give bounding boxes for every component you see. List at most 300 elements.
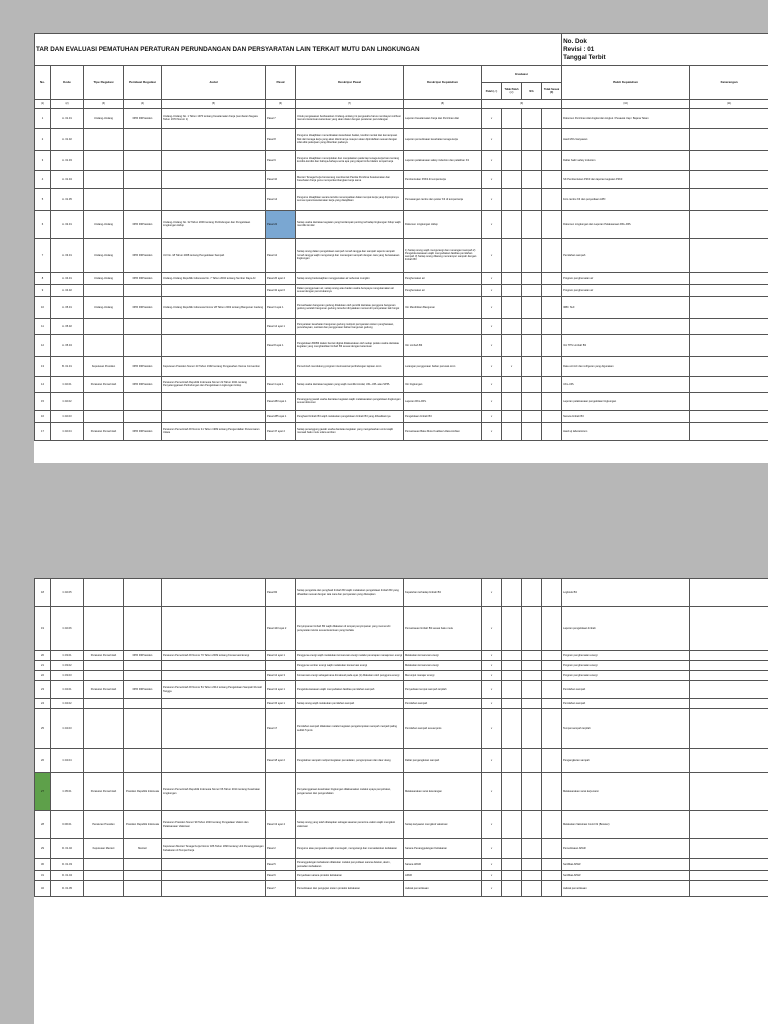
row-title (162, 709, 266, 749)
row-compliance-description: Laporan pemeriksaan kesehatan tenaga kerja (404, 128, 482, 150)
row-number: 1 (35, 108, 51, 128)
row-compliance-description: Sarana APAR (404, 859, 482, 871)
row-not-compliant (502, 607, 522, 651)
row-title (162, 318, 266, 334)
row-number: 15 (35, 392, 51, 410)
table-row (35, 881, 768, 897)
row-remarks (690, 170, 768, 188)
row-nonconforming (542, 671, 562, 681)
row-evidence: Program penghematan energi (562, 671, 690, 681)
row-title: UU No. 18 Tahun 2008 tentang Pengelolaan Sampah (162, 238, 266, 272)
row-not-applicable (522, 579, 542, 607)
row-remarks (690, 376, 768, 392)
row-not-compliant (502, 272, 522, 284)
row-nonconforming (542, 699, 562, 709)
row-compliance-description: Pemasangan rambu dan poster K3 di tempat kerja (404, 188, 482, 210)
row-evidence: Laporan pengelolaan limbah (562, 607, 690, 651)
row-regulation-type (84, 150, 124, 170)
header-na: N/A (522, 83, 542, 100)
row-nonconforming (542, 318, 562, 334)
row-not-applicable (522, 356, 542, 376)
row-article: Pasal 22 (266, 210, 296, 238)
row-not-compliant (502, 210, 522, 238)
row-not-applicable (522, 170, 542, 188)
header-no: No. (35, 66, 51, 100)
row-title (162, 128, 266, 150)
row-title: Peraturan Pemerintah RI Nomor 41 Tahun 1999 tentang Pengendalian Pencemaran Udara (162, 422, 266, 440)
rows-page-1 (35, 108, 768, 440)
row-not-applicable (522, 661, 542, 671)
row-article-description: Setiap orang berkewajiban menggunakan air sehemat mungkin (296, 272, 404, 284)
row-regulator (124, 392, 162, 410)
row-regulator (124, 579, 162, 607)
table-row (35, 671, 768, 681)
row-regulator: Presiden Republik Indonesia (124, 811, 162, 839)
row-remarks (690, 749, 768, 773)
row-compliant: v (482, 238, 502, 272)
row-regulator (124, 170, 162, 188)
compliance-table-page-2 (34, 578, 768, 897)
row-not-applicable (522, 749, 542, 773)
sheet-page-2 (34, 578, 768, 1024)
row-title: Peraturan Pemerintah Republik Indonesia Nomor 22 Tahun 2021 tentang Penyelenggaraan Perlindungan dan Pengelolaan Lingkungan Hidup (162, 376, 266, 392)
row-not-applicable (522, 699, 542, 709)
row-code: A. 05.02 (51, 318, 84, 334)
row-evidence: Neraca limbah B3 (562, 410, 690, 422)
row-number: 30 (35, 859, 51, 871)
row-nonconforming (542, 210, 562, 238)
table-row (35, 392, 768, 410)
row-remarks (690, 210, 768, 238)
row-not-applicable (522, 108, 542, 128)
document-meta (562, 34, 768, 66)
row-regulation-type (84, 671, 124, 681)
row-regulation-type: Peraturan Pemerintah (84, 681, 124, 699)
row-not-applicable (522, 128, 542, 150)
row-number: 22 (35, 671, 51, 681)
table-row (35, 839, 768, 859)
row-article: Pasal 12 (266, 238, 296, 272)
row-article-description: Penyimpanan limbah B3 wajib dilakukan di tempat penyimpanan yang memenuhi persyaratan teknis sesuai ketentuan yang berlaku (296, 607, 404, 651)
row-title (162, 188, 266, 210)
row-compliance-description: Daftar pengangkutan sampah (404, 749, 482, 773)
row-remarks (690, 422, 768, 440)
row-evidence: Pengangkutan sampah (562, 749, 690, 773)
row-compliant: v (482, 128, 502, 150)
row-regulation-type (84, 871, 124, 881)
row-regulation-type: Undang-Undang (84, 296, 124, 318)
row-regulator: DPR RI/Presiden (124, 108, 162, 128)
row-article-description: Pemeriksaan dan pengujian sistem proteksi kebakaran (296, 881, 404, 897)
row-nonconforming (542, 811, 562, 839)
row-compliant: v (482, 356, 502, 376)
row-title: Peraturan Pemerintah RI Nomor 70 Tahun 2009 tentang Konservasi Energi (162, 651, 266, 661)
row-article: Pasal 12 ayat 3 (266, 671, 296, 681)
row-regulation-type (84, 334, 124, 356)
row-compliance-description: Izin Limbah B3 (404, 334, 482, 356)
row-number: 13 (35, 356, 51, 376)
row-number: 9 (35, 284, 51, 296)
row-article-description: Menteri Tenaga Kerja berwenang membentuk Panitia Pembina Keselamatan dan Kesehatan Kerja guna memperkembangkan kerja sama (296, 170, 404, 188)
row-regulation-type (84, 709, 124, 749)
row-evidence: Pemilahan sampah (562, 699, 690, 709)
row-number: 6 (35, 210, 51, 238)
row-code: C.03.03 (51, 671, 84, 681)
row-not-compliant (502, 410, 522, 422)
header-deskripsi-kepatuhan: Deskripsi Kepatuhan (404, 66, 482, 100)
row-number: 4 (35, 170, 51, 188)
row-number: 17 (35, 422, 51, 440)
row-regulator: Menteri (124, 839, 162, 859)
row-regulation-type (84, 410, 124, 422)
row-evidence: UKL-UPL (562, 376, 690, 392)
table-row (35, 238, 768, 272)
row-compliance-description: APAR (404, 871, 482, 881)
row-evidence: Sertifikat APAR (562, 871, 690, 881)
row-regulation-type (84, 881, 124, 897)
header-patuh: Patuh (✓) (482, 83, 502, 100)
header-pasal: Pasal (266, 66, 296, 100)
row-evidence: Tempat sampah terpilah (562, 709, 690, 749)
row-article-description: Setiap pengelola dan penghasil limbah B3 wajib melakukan pengelolaan limbah B3 yang dihasilkan sesuai dengan tata cara dan persyaratan yang ditetapkan (296, 579, 404, 607)
table-row (35, 749, 768, 773)
row-nonconforming (542, 749, 562, 773)
row-code: D. 01.05 (51, 881, 84, 897)
row-code: D. 01.03 (51, 859, 84, 871)
row-evidence: Laporan pelaksanaan pengelolaan lingkungan (562, 392, 690, 410)
row-title (162, 170, 266, 188)
row-compliance-description: Kepatuhan terhadap limbah B3 (404, 579, 482, 607)
row-article: Pasal 283 ayat 1 (266, 392, 296, 410)
row-regulation-type: Keputusan Presiden (84, 356, 124, 376)
row-regulation-type (84, 579, 124, 607)
row-article: Pasal 12 ayat 1 (266, 651, 296, 661)
row-article: Pasal 17 (266, 709, 296, 749)
row-compliant: v (482, 318, 502, 334)
row-not-applicable (522, 422, 542, 440)
col-number: (4) (124, 100, 162, 108)
row-article-description: Pemerintah mendukung program internasional perlindungan lapisan ozon (296, 356, 404, 376)
row-not-applicable (522, 296, 542, 318)
row-title (162, 334, 266, 356)
row-evidence: IMB / SLF (562, 296, 690, 318)
row-nonconforming (542, 296, 562, 318)
table-row (35, 410, 768, 422)
col-number: (7) (296, 100, 404, 108)
row-compliance-description: Pembentukan P2K3 di tempat kerja (404, 170, 482, 188)
row-nonconforming (542, 284, 562, 296)
row-nonconforming (542, 839, 562, 859)
row-article: Pasal 10 (266, 170, 296, 188)
row-regulation-type (84, 128, 124, 150)
row-compliance-description: Izin Mendirikan Bangunan (404, 296, 482, 318)
row-title (162, 671, 266, 681)
row-code: C.02.05 (51, 579, 84, 607)
row-article-description: Untuk pengawasan berdasarkan Undang-undang ini pengusaha harus membayar retribusi menurut ketentuan-ketentuan yang akan diatur dengan peraturan perundangan (296, 108, 404, 128)
row-compliant: v (482, 272, 502, 284)
row-regulator: DPR RI/Presiden (124, 296, 162, 318)
row-remarks (690, 334, 768, 356)
row-compliance-description: Menunjuk manajer energi (404, 671, 482, 681)
row-code: C.02.04 (51, 422, 84, 440)
row-title (162, 661, 266, 671)
header-tipe: Tipe Regulasi (84, 66, 124, 100)
row-compliant: v (482, 334, 502, 356)
row-title (162, 607, 266, 651)
row-compliance-description: Pemilahan sampah (404, 699, 482, 709)
row-evidence: Hasil uji laboratorium (562, 422, 690, 440)
meta-revisi: Revisi (563, 45, 582, 53)
row-evidence (562, 318, 690, 334)
table-row (35, 128, 768, 150)
row-regulator (124, 334, 162, 356)
row-number: 21 (35, 661, 51, 671)
row-number: 12 (35, 334, 51, 356)
col-number: (11) (690, 100, 768, 108)
row-article-description: Persyaratan kesehatan bangunan gedung meliputi persyaratan sistem penghawaan, pencahayaan, sanitasi dan penggunaan bahan bangunan gedung (296, 318, 404, 334)
row-nonconforming (542, 334, 562, 356)
row-not-compliant (502, 422, 522, 440)
row-article: Pasal 4 ayat 1 (266, 376, 296, 392)
row-not-applicable (522, 284, 542, 296)
row-title (162, 871, 266, 881)
table-row (35, 188, 768, 210)
row-article: Pasal 14 (266, 188, 296, 210)
row-code: C.02.02 (51, 392, 84, 410)
row-compliant: v (482, 699, 502, 709)
row-article-description: Dalam penggunaan air, setiap orang atau badan usaha berupaya mengutamakan air sesuai dengan peruntukannya (296, 284, 404, 296)
table-row (35, 773, 768, 811)
table-row (35, 651, 768, 661)
table-row (35, 284, 768, 296)
row-evidence: Melakukan Vaksinasi Covid 19 (Booster) (562, 811, 690, 839)
row-number: 10 (35, 296, 51, 318)
row-not-compliant (502, 871, 522, 881)
table-row (35, 272, 768, 284)
row-code: C.04.01 (51, 681, 84, 699)
row-not-compliant (502, 651, 522, 661)
row-remarks (690, 356, 768, 376)
row-compliance-description: Laporan pelaksanaan safety induction dan pelatihan K3 (404, 150, 482, 170)
row-code: A. 01.05 (51, 188, 84, 210)
row-regulator (124, 128, 162, 150)
col-number: (10) (562, 100, 690, 108)
row-regulator: DPR RI/Presiden (124, 272, 162, 284)
col-number: (1) (35, 100, 51, 108)
row-regulation-type (84, 607, 124, 651)
row-not-applicable (522, 210, 542, 238)
row-compliance-description (404, 318, 482, 334)
header-evaluasi: Evaluasi (482, 66, 562, 83)
row-compliant: v (482, 709, 502, 749)
row-not-compliant (502, 108, 522, 128)
row-nonconforming (542, 579, 562, 607)
col-number: (5) (162, 100, 266, 108)
meta-tanggal: Tanggal Terbit (563, 53, 606, 61)
row-nonconforming (542, 607, 562, 651)
row-not-applicable (522, 671, 542, 681)
row-not-compliant (502, 749, 522, 773)
row-title: Keputusan Menteri Tenaga Kerja Nomor 186 Tahun 1999 tentang Unit Penanggulangan Kebakaran di Tempat Kerja (162, 839, 266, 859)
row-article-description: Penghasil limbah B3 wajib melakukan pengelolaan limbah B3 yang dihasilkannya (296, 410, 404, 422)
row-not-applicable (522, 318, 542, 334)
row-article: Pasal 14 ayat 1 (266, 318, 296, 334)
row-article-description: Penanggulangan kebakaran dilakukan melalui penyediaan sarana deteksi, alarm, pemadam kebakaran (296, 859, 404, 871)
row-compliance-description: Melakukan konservasi energi (404, 661, 482, 671)
row-regulation-type (84, 170, 124, 188)
header-pembuat: Pembuat Regulasi (124, 66, 162, 100)
row-regulator: DPR RI/Presiden (124, 651, 162, 661)
row-not-applicable (522, 709, 542, 749)
row-title (162, 699, 266, 709)
row-regulation-type (84, 749, 124, 773)
row-not-compliant (502, 128, 522, 150)
row-article: Pasal 47 ayat 2 (266, 422, 296, 440)
row-compliance-description: 1) Setiap orang wajib mengurangi dan menangani sampah 2) Pengelola kawasan wajib menyediakan fasilitas pemilahan sampah 3) Setiap orang dilarang mencampur sampah dengan limbah B3 (404, 238, 482, 272)
row-compliant: v (482, 661, 502, 671)
row-article: Pasal 84 (266, 579, 296, 607)
row-regulation-type: Undang-Undang (84, 238, 124, 272)
row-regulator (124, 318, 162, 334)
row-remarks (690, 579, 768, 607)
row-title: Peraturan Pemerintah RI Nomor 81 Tahun 2012 tentang Pengelolaan Sampah Rumah Tangga (162, 681, 266, 699)
row-title: Undang-Undang Republik Indonesia Nomor 28 Tahun 2002 tentang Bangunan Gedung (162, 296, 266, 318)
table-row (35, 170, 768, 188)
row-compliant: v (482, 410, 502, 422)
row-article: Pasal 8 (266, 128, 296, 150)
row-compliant: v (482, 811, 502, 839)
row-compliance-description: Larangan penggunaan bahan perusak ozon (404, 356, 482, 376)
row-title: Peraturan Presiden Nomor 99 Tahun 2020 tentang Pengadaan Vaksin dan Pelaksanaan Vaksinasi (162, 811, 266, 839)
row-number: 23 (35, 681, 51, 699)
row-article: Pasal 32 ayat 6 (266, 284, 296, 296)
row-code: A. 02.01 (51, 210, 84, 238)
row-code: C.03.01 (51, 651, 84, 661)
row-article-description: Setiap orang dalam pengelolaan sampah rumah tangga dan sampah sejenis sampah rumah tangga wajib mengurangi dan menangani sampah dengan cara yang berwawasan lingkungan (296, 238, 404, 272)
row-not-compliant (502, 376, 522, 392)
table-row (35, 334, 768, 356)
row-not-compliant (502, 881, 522, 897)
row-regulator (124, 671, 162, 681)
row-not-applicable (522, 839, 542, 859)
row-evidence: Pemeriksaan APAR (562, 839, 690, 859)
table-row (35, 871, 768, 881)
table-row (35, 709, 768, 749)
row-regulation-type: Peraturan Pemerintah (84, 422, 124, 440)
row-article-description: Pengurus diwajibkan secara tertulis menempatkan dalam tempat kerja yang dipimpinnya semua syarat keselamatan kerja yang diwajibkan (296, 188, 404, 210)
row-article-description: Pengelolaan B3/B3 dalam bentuk digital dilaksanakan oleh setiap pelaku usaha dan/atau kegiatan yang menghasilkan limbah B3 sesuai dengan ketentuan (296, 334, 404, 356)
row-article-description: Setiap orang wajib melakukan pemilahan sampah (296, 699, 404, 709)
row-regulation-type: Peraturan Presiden (84, 811, 124, 839)
row-number: 16 (35, 410, 51, 422)
table-row (35, 108, 768, 128)
row-nonconforming (542, 108, 562, 128)
row-regulator (124, 859, 162, 871)
row-compliance-description: Setiap karyawan mengikuti vaksinasi (404, 811, 482, 839)
row-number: 29 (35, 839, 51, 859)
table-row (35, 811, 768, 839)
row-regulation-type (84, 699, 124, 709)
col-number: (9) (482, 100, 562, 108)
row-code: C.04.03 (51, 709, 84, 749)
column-number-row (35, 100, 768, 108)
row-article-description: Penyelenggaraan kesehatan lingkungan dilaksanakan melalui upaya penyehatan, pengamanan dan pengendalian (296, 773, 404, 811)
row-remarks (690, 839, 768, 859)
row-compliant: v (482, 749, 502, 773)
row-regulation-type: Peraturan Pemerintah (84, 651, 124, 661)
row-remarks (690, 410, 768, 422)
row-code: A. 01.03 (51, 150, 84, 170)
row-article (266, 661, 296, 671)
row-compliance-description: Melakukan konservasi energi (404, 651, 482, 661)
row-regulation-type (84, 188, 124, 210)
row-code: D. 01.04 (51, 871, 84, 881)
row-nonconforming (542, 651, 562, 661)
row-compliant: v (482, 839, 502, 859)
row-regulation-type: Peraturan Pemerintah (84, 773, 124, 811)
row-not-compliant (502, 238, 522, 272)
row-compliant: v (482, 651, 502, 661)
row-article-description: Pengurus diwajibkan memeriksakan kesehatan badan, kondisi mental dan kemampuan fisik dari tenaga kerja yang akan diterimanya maupun akan dipindahkan sesuai dengan sifat-sifat pekerjaan yang diberikan padanya (296, 128, 404, 150)
row-compliance-description: Pemantauan Baku Mutu Kualitas Udara Ambien (404, 422, 482, 440)
row-article: Pasal 8 ayat 1 (266, 334, 296, 356)
row-number: 11 (35, 318, 51, 334)
row-evidence: Logbook B3 (562, 579, 690, 607)
row-number: 18 (35, 579, 51, 607)
row-title: Undang-Undang Republik Indonesia No. 7 Tahun 2004 tentang Sumber Daya Air (162, 272, 266, 284)
row-code: C.02.03 (51, 410, 84, 422)
col-number: (6) (266, 100, 296, 108)
table-row (35, 318, 768, 334)
table-row (35, 579, 768, 607)
row-regulator: DPR RI/Presiden (124, 422, 162, 440)
row-not-applicable (522, 881, 542, 897)
row-regulation-type (84, 392, 124, 410)
table-row (35, 296, 768, 318)
row-not-compliant (502, 318, 522, 334)
row-evidence: Jadwal pemeriksaan (562, 881, 690, 897)
row-compliance-description: Pengelolaan limbah B3 (404, 410, 482, 422)
row-evidence: Hasil MCU karyawan (562, 128, 690, 150)
row-compliant: v (482, 284, 502, 296)
row-remarks (690, 108, 768, 128)
row-title (162, 881, 266, 897)
row-remarks (690, 881, 768, 897)
row-nonconforming (542, 392, 562, 410)
row-code: C.02.06 (51, 607, 84, 651)
row-nonconforming (542, 376, 562, 392)
col-number: (8) (404, 100, 482, 108)
row-title (162, 859, 266, 871)
row-code: A. 01.04 (51, 170, 84, 188)
row-nonconforming (542, 170, 562, 188)
row-not-compliant (502, 170, 522, 188)
row-compliance-description: Penghematan air (404, 284, 482, 296)
row-remarks (690, 871, 768, 881)
row-not-applicable (522, 651, 542, 661)
row-compliance-description: Izin lingkungan (404, 376, 482, 392)
row-code: A. 05.04 (51, 334, 84, 356)
table-row (35, 210, 768, 238)
row-not-compliant (502, 811, 522, 839)
table-row (35, 661, 768, 671)
row-number: 3 (35, 150, 51, 170)
row-evidence: Program penghematan energi (562, 651, 690, 661)
row-code: C.03.02 (51, 661, 84, 671)
row-number: 7 (35, 238, 51, 272)
row-nonconforming (542, 128, 562, 150)
row-code: C.04.02 (51, 699, 84, 709)
